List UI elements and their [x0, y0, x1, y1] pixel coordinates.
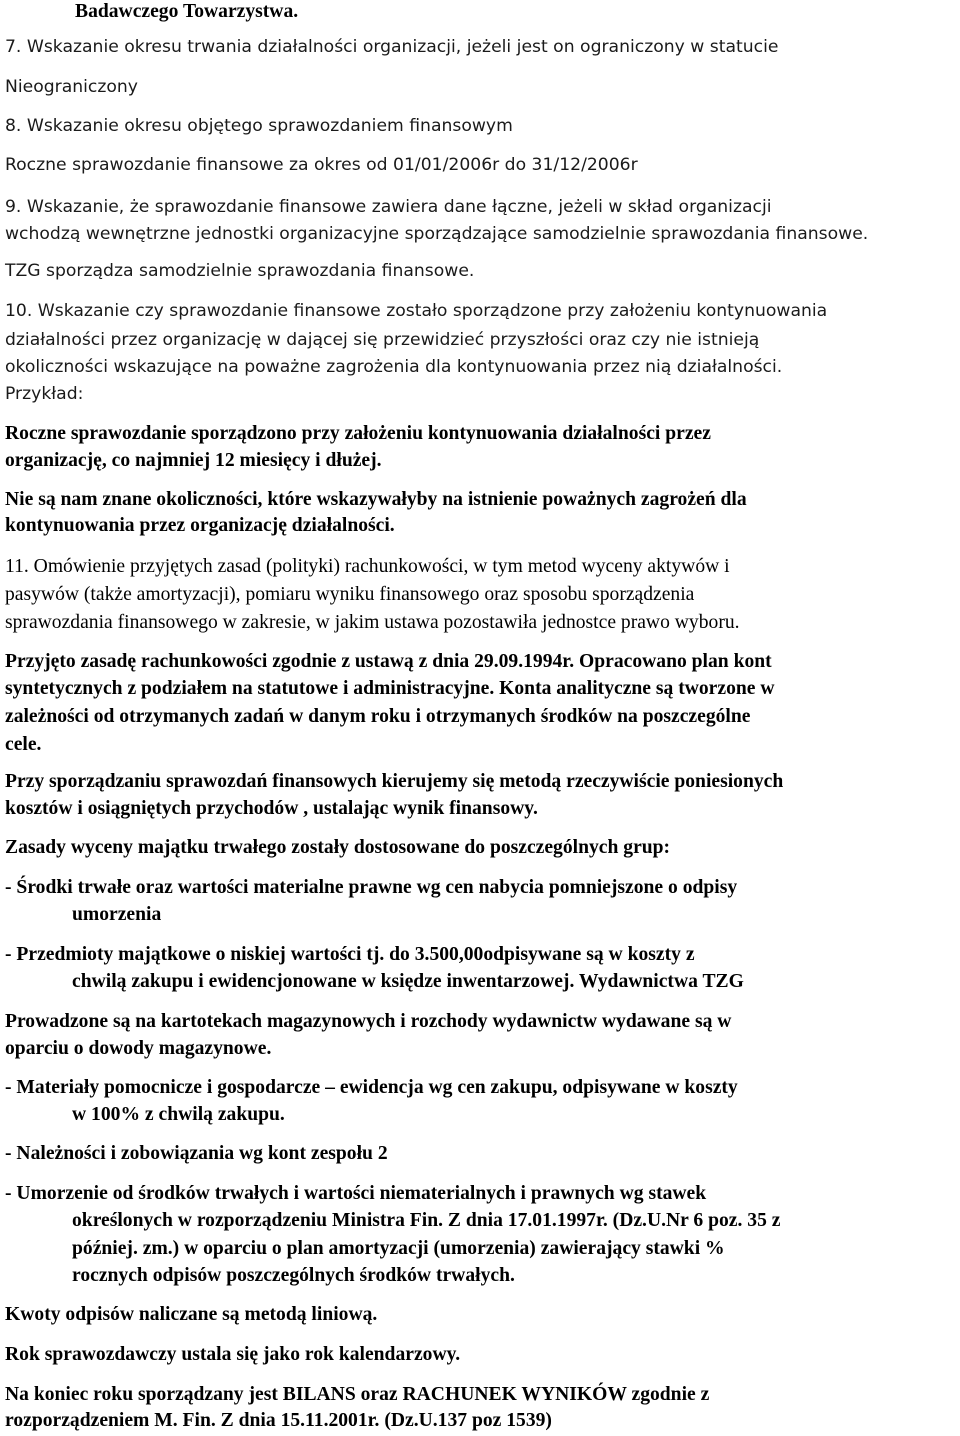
text-line: TZG sporządza samodzielnie sprawozdania finansowe. — [5, 261, 475, 281]
text-line: Przyjęto zasadę rachunkowości zgodnie z ustawą z dnia 29.09.1994r. Opracowano plan kont — [5, 651, 772, 672]
text-line: Zasady wyceny majątku trwałego zostały dostosowane do poszczególnych grup: — [5, 837, 671, 858]
text-line: rozporządzeniem M. Fin. Z dnia 15.11.2001r. (Dz.U.137 poz 1539) — [5, 1410, 552, 1431]
list-item: - Umorzenie od środków trwałych i wartości niematerialnych i prawnych wg stawek — [5, 1183, 707, 1204]
text-line: zależności od otrzymanych zadań w danym roku i otrzymanych środków na poszczególne — [5, 706, 751, 727]
text-line: Nieograniczony — [5, 77, 138, 97]
list-item: - Środki trwałe oraz wartości materialne prawne wg cen nabycia pomniejszone o odpisy — [5, 877, 738, 898]
section-heading-9: 9. Wskazanie, że sprawozdanie finansowe zawiera dane łączne, jeżeli w skład organizacji — [5, 197, 772, 217]
section-heading-11: 11. Omówienie przyjętych zasad (polityki) rachunkowości, w tym metod wyceny aktywów i — [5, 556, 730, 577]
list-item-continuation: w 100% z chwilą zakupu. — [72, 1104, 285, 1125]
text-line: Badawczego Towarzystwa. — [75, 1, 299, 22]
text-line: syntetycznych z podziałem na statutowe i administracyjne. Konta analityczne są tworzone w — [5, 678, 775, 699]
text-line: kontynuowania przez organizację działalności. — [5, 515, 395, 536]
text-line: kosztów i osiągniętych przychodów , ustalając wynik finansowy. — [5, 798, 538, 819]
text-line: Rok sprawozdawczy ustala się jako rok kalendarzowy. — [5, 1344, 461, 1365]
list-item-continuation: rocznych odpisów poszczególnych środków trwałych. — [72, 1265, 515, 1286]
text-line: Prowadzone są na kartotekach magazynowych i rozchody wydawnictw wydawane są w — [5, 1011, 732, 1032]
list-item-continuation: później. zm.) w oparciu o plan amortyzacji (umorzenia) zawierający stawki % — [72, 1238, 725, 1259]
text-line: okoliczności wskazujące na poważne zagrożenia dla kontynuowania przez nią działalności. — [5, 357, 783, 377]
section-heading-10: 10. Wskazanie czy sprawozdanie finansowe zostało sporządzone przy założeniu kontynuowania — [5, 301, 828, 321]
list-item-continuation: określonych w rozporządzeniu Ministra Fin. Z dnia 17.01.1997r. (Dz.U.Nr 6 poz. 35 z — [72, 1210, 781, 1231]
text-line: Przy sporządzaniu sprawozdań finansowych kierujemy się metodą rzeczywiście poniesionych — [5, 771, 784, 792]
list-item-continuation: umorzenia — [72, 904, 162, 925]
text-line: sprawozdania finansowego w zakresie, w jakim ustawa pozostawiła jednostce prawo wyboru. — [5, 612, 740, 633]
text-line: organizację, co najmniej 12 miesięcy i dłużej. — [5, 450, 382, 471]
section-heading-8: 8. Wskazanie okresu objętego sprawozdaniem finansowym — [5, 116, 513, 136]
text-line: Na koniec roku sporządzany jest BILANS oraz RACHUNEK WYNIKÓW zgodnie z — [5, 1384, 710, 1405]
text-line: Kwoty odpisów naliczane są metodą liniową. — [5, 1304, 378, 1325]
text-line: Roczne sprawozdanie finansowe za okres od 01/01/2006r do 31/12/2006r — [5, 155, 638, 175]
text-line: Przykład: — [5, 384, 84, 404]
text-line: cele. — [5, 734, 42, 755]
text-line: oparciu o dowody magazynowe. — [5, 1038, 272, 1059]
text-line: Nie są nam znane okoliczności, które wskazywałyby na istnienie poważnych zagrożeń dla — [5, 489, 747, 510]
text-line: pasywów (także amortyzacji), pomiaru wyniku finansowego oraz sposobu sporządzenia — [5, 584, 695, 605]
list-item: - Należności i zobowiązania wg kont zespołu 2 — [5, 1143, 388, 1164]
text-line: wchodzą wewnętrzne jednostki organizacyjne sporządzające samodzielnie sprawozdania finansowe. — [5, 224, 869, 244]
list-item-continuation: chwilą zakupu i ewidencjonowane w księdze inwentarzowej. Wydawnictwa TZG — [72, 971, 744, 992]
list-item: - Przedmioty majątkowe o niskiej wartości tj. do 3.500,00odpisywane są w koszty z — [5, 944, 695, 965]
text-line: Roczne sprawozdanie sporządzono przy założeniu kontynuowania działalności przez — [5, 423, 711, 444]
section-heading-7: 7. Wskazanie okresu trwania działalności organizacji, jeżeli jest on ograniczony w statucie — [5, 37, 779, 57]
list-item: - Materiały pomocnicze i gospodarcze – ewidencja wg cen zakupu, odpisywane w koszty — [5, 1077, 738, 1098]
text-line: działalności przez organizację w dającej się przewidzieć przyszłości oraz czy nie istnieją — [5, 330, 760, 350]
